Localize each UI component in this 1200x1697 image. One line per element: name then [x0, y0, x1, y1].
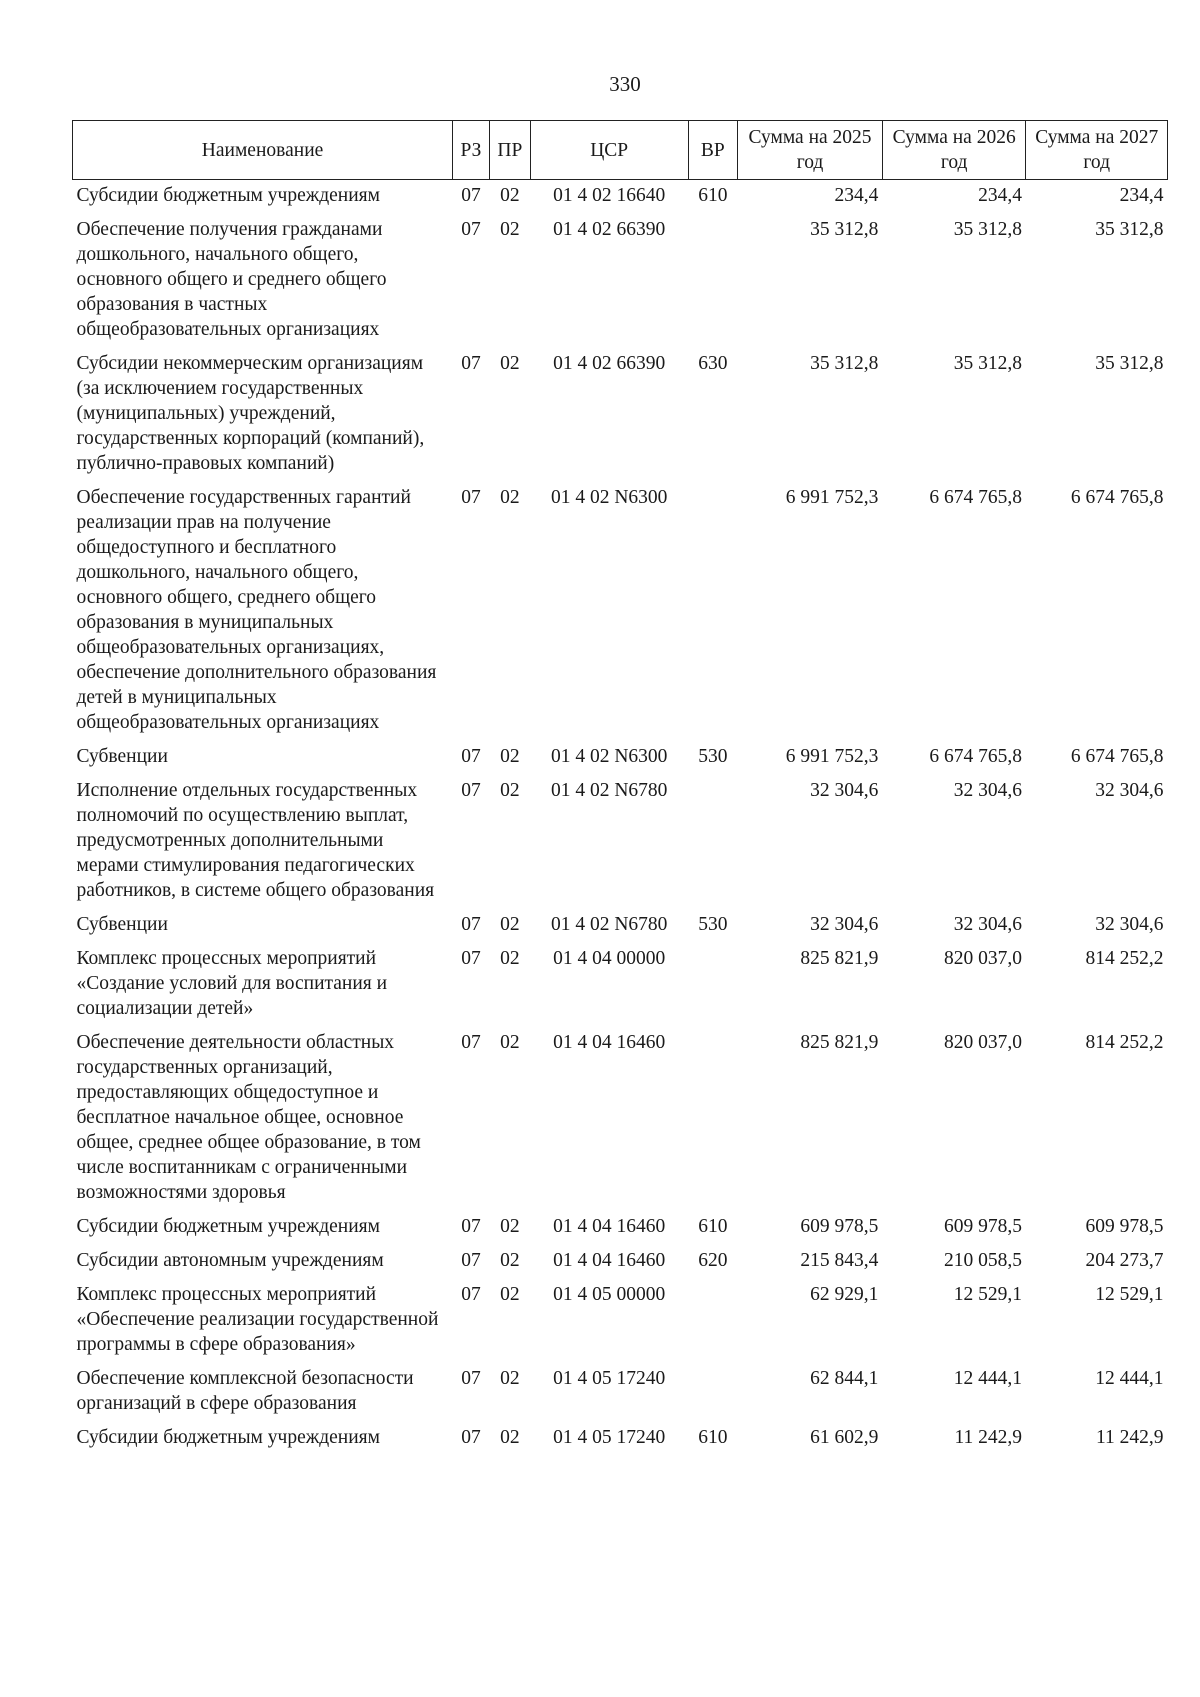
cell-rz: 07	[461, 1368, 481, 1389]
cell-vr	[688, 1363, 738, 1422]
header-sum-2026: Сумма на 2026 год	[882, 121, 1026, 180]
cell-sum-2027: 35 312,8	[1095, 219, 1164, 240]
table-row	[73, 943, 1168, 1027]
table-row	[73, 1027, 1168, 1211]
table-body	[73, 180, 1168, 1457]
cell-rz: 07	[461, 1427, 481, 1448]
cell-sum-2025: 6 991 752,3	[785, 487, 879, 508]
cell-sum-2025: 825 821,9	[800, 1032, 879, 1053]
cell-name: Субвенции	[76, 746, 168, 767]
cell-sum-2027: 11 242,9	[1095, 1427, 1164, 1448]
cell-sum-2026: 12 529,1	[953, 1284, 1022, 1305]
cell-rz: 07	[461, 185, 481, 206]
cell-csr: 01 4 04 16460	[553, 1250, 666, 1271]
cell-vr: 610	[698, 1216, 728, 1237]
cell-vr: 530	[698, 914, 728, 935]
cell-name: Комплекс процессных мероприятий «Обеспечение реализации государственной программы в сфере образования»	[76, 1284, 439, 1355]
header-pr: ПР	[489, 121, 530, 180]
cell-sum-2025: 35 312,8	[810, 219, 879, 240]
cell-csr: 01 4 02 66390	[553, 219, 666, 240]
cell-csr: 01 4 04 16460	[553, 1216, 666, 1237]
cell-sum-2025: 215 843,4	[800, 1250, 879, 1271]
cell-sum-2025: 32 304,6	[810, 780, 879, 801]
table-row	[73, 1422, 1168, 1456]
cell-pr: 02	[500, 219, 520, 240]
header-name: Наименование	[73, 121, 453, 180]
table-row	[73, 482, 1168, 741]
cell-sum-2027: 32 304,6	[1095, 914, 1164, 935]
cell-rz: 07	[461, 1284, 481, 1305]
cell-pr: 02	[500, 1284, 520, 1305]
cell-pr: 02	[500, 353, 520, 374]
cell-rz: 07	[461, 948, 481, 969]
cell-sum-2026: 820 037,0	[943, 948, 1022, 969]
cell-pr: 02	[500, 185, 520, 206]
cell-vr	[688, 943, 738, 1027]
cell-rz: 07	[461, 353, 481, 374]
cell-name: Обеспечение комплексной безопасности организаций в сфере образования	[76, 1368, 414, 1414]
cell-sum-2027: 609 978,5	[1085, 1216, 1164, 1237]
header-sum-2027: Сумма на 2027 год	[1026, 121, 1168, 180]
cell-vr: 620	[698, 1250, 728, 1271]
cell-sum-2026: 234,4	[978, 185, 1022, 206]
cell-rz: 07	[461, 780, 481, 801]
cell-csr: 01 4 05 00000	[553, 1284, 666, 1305]
cell-sum-2025: 6 991 752,3	[785, 746, 879, 767]
cell-name: Обеспечение получения гражданами дошкольного, начального общего, основного общего и среднего общего образования в частных общеобразовательных организациях	[76, 219, 387, 340]
cell-csr: 01 4 02 16640	[553, 185, 666, 206]
cell-vr: 610	[698, 1427, 728, 1448]
cell-pr: 02	[500, 746, 520, 767]
cell-name: Обеспечение государственных гарантий реализации прав на получение общедоступного и бесплатного дошкольного, начального общего, основного общего, среднего общего образования в муниципальных общеобразовательных организациях, обеспечение дополнительного образования детей в муниципальных общеобразовательных организациях	[76, 487, 437, 733]
cell-vr	[688, 482, 738, 741]
cell-vr: 630	[698, 353, 728, 374]
cell-sum-2025: 35 312,8	[810, 353, 879, 374]
cell-rz: 07	[461, 746, 481, 767]
cell-vr: 530	[698, 746, 728, 767]
cell-sum-2025: 62 929,1	[810, 1284, 879, 1305]
cell-pr: 02	[500, 1427, 520, 1448]
cell-name: Исполнение отдельных государственных полномочий по осуществлению выплат, предусмотренных дополнительными мерами стимулирования педагогических работников, в системе общего образования	[76, 780, 435, 901]
cell-rz: 07	[461, 219, 481, 240]
cell-rz: 07	[461, 1250, 481, 1271]
cell-pr: 02	[500, 914, 520, 935]
cell-name: Субсидии некоммерческим организациям (за исключением государственных (муниципальных) учреждений, государственных корпораций (компаний), публично-правовых компаний)	[76, 353, 425, 474]
cell-name: Субсидии автономным учреждениям	[76, 1250, 384, 1271]
cell-csr: 01 4 04 16460	[553, 1032, 666, 1053]
table-row	[73, 741, 1168, 775]
cell-sum-2026: 820 037,0	[943, 1032, 1022, 1053]
table-row	[73, 775, 1168, 909]
cell-sum-2025: 32 304,6	[810, 914, 879, 935]
cell-sum-2027: 234,4	[1119, 185, 1164, 206]
cell-pr: 02	[500, 1032, 520, 1053]
cell-csr: 01 4 02 N6780	[550, 780, 668, 801]
cell-csr: 01 4 02 N6300	[550, 487, 668, 508]
table-row	[73, 348, 1168, 482]
cell-vr	[688, 214, 738, 348]
cell-sum-2027: 6 674 765,8	[1070, 487, 1164, 508]
cell-vr	[688, 1027, 738, 1211]
cell-rz: 07	[461, 1216, 481, 1237]
cell-pr: 02	[500, 1368, 520, 1389]
cell-sum-2027: 814 252,2	[1085, 948, 1164, 969]
cell-csr: 01 4 05 17240	[553, 1427, 666, 1448]
cell-pr: 02	[500, 780, 520, 801]
cell-sum-2025: 61 602,9	[810, 1427, 879, 1448]
cell-sum-2027: 814 252,2	[1085, 1032, 1164, 1053]
cell-sum-2027: 204 273,7	[1085, 1250, 1164, 1271]
cell-vr: 610	[698, 185, 728, 206]
cell-sum-2026: 32 304,6	[953, 914, 1022, 935]
table-row	[73, 1245, 1168, 1279]
cell-csr: 01 4 02 66390	[553, 353, 666, 374]
cell-name: Комплекс процессных мероприятий «Создание условий для воспитания и социализации детей»	[76, 948, 388, 1019]
cell-csr: 01 4 02 N6300	[550, 746, 668, 767]
cell-sum-2026: 12 444,1	[953, 1368, 1022, 1389]
header-rz: РЗ	[453, 121, 490, 180]
budget-table	[72, 120, 1168, 1456]
cell-sum-2026: 32 304,6	[953, 780, 1022, 801]
cell-rz: 07	[461, 914, 481, 935]
table-row	[73, 909, 1168, 943]
cell-sum-2025: 825 821,9	[800, 948, 879, 969]
header-csr: ЦСР	[530, 121, 688, 180]
cell-rz: 07	[461, 487, 481, 508]
cell-sum-2027: 12 444,1	[1095, 1368, 1164, 1389]
cell-csr: 01 4 05 17240	[553, 1368, 666, 1389]
cell-sum-2026: 11 242,9	[954, 1427, 1022, 1448]
table-row	[73, 1211, 1168, 1245]
cell-vr	[688, 775, 738, 909]
cell-name: Субсидии бюджетным учреждениям	[76, 1427, 380, 1448]
table-row	[73, 180, 1168, 215]
header-sum-2025: Сумма на 2025 год	[738, 121, 883, 180]
cell-pr: 02	[500, 948, 520, 969]
table-row	[73, 1279, 1168, 1363]
cell-rz: 07	[461, 1032, 481, 1053]
cell-name: Субсидии бюджетным учреждениям	[76, 185, 380, 206]
cell-name: Субвенции	[76, 914, 168, 935]
cell-sum-2025: 62 844,1	[810, 1368, 879, 1389]
cell-sum-2027: 32 304,6	[1095, 780, 1164, 801]
page-number: 330	[609, 72, 641, 96]
cell-sum-2026: 609 978,5	[943, 1216, 1022, 1237]
cell-name: Субсидии бюджетным учреждениям	[76, 1216, 380, 1237]
cell-sum-2026: 6 674 765,8	[929, 487, 1022, 508]
cell-sum-2026: 35 312,8	[953, 219, 1022, 240]
cell-vr	[688, 1279, 738, 1363]
cell-sum-2025: 609 978,5	[800, 1216, 879, 1237]
header-vr: ВР	[688, 121, 738, 180]
cell-sum-2027: 12 529,1	[1095, 1284, 1164, 1305]
cell-sum-2025: 234,4	[834, 185, 879, 206]
cell-sum-2027: 35 312,8	[1095, 353, 1164, 374]
table-row	[73, 1363, 1168, 1422]
cell-sum-2026: 6 674 765,8	[929, 746, 1022, 767]
table-row	[73, 214, 1168, 348]
cell-sum-2026: 210 058,5	[943, 1250, 1022, 1271]
cell-pr: 02	[500, 1250, 520, 1271]
cell-name: Обеспечение деятельности областных государственных организаций, предоставляющих общедоступное и бесплатное начальное общее, основное общее, среднее общее образование, в том числе воспитанникам с ограниченными возможностями здоровья	[76, 1032, 421, 1203]
cell-pr: 02	[500, 1216, 520, 1237]
cell-sum-2026: 35 312,8	[953, 353, 1022, 374]
cell-sum-2027: 6 674 765,8	[1070, 746, 1164, 767]
cell-csr: 01 4 04 00000	[553, 948, 666, 969]
cell-pr: 02	[500, 487, 520, 508]
cell-csr: 01 4 02 N6780	[550, 914, 668, 935]
table-header-row	[73, 121, 1168, 180]
